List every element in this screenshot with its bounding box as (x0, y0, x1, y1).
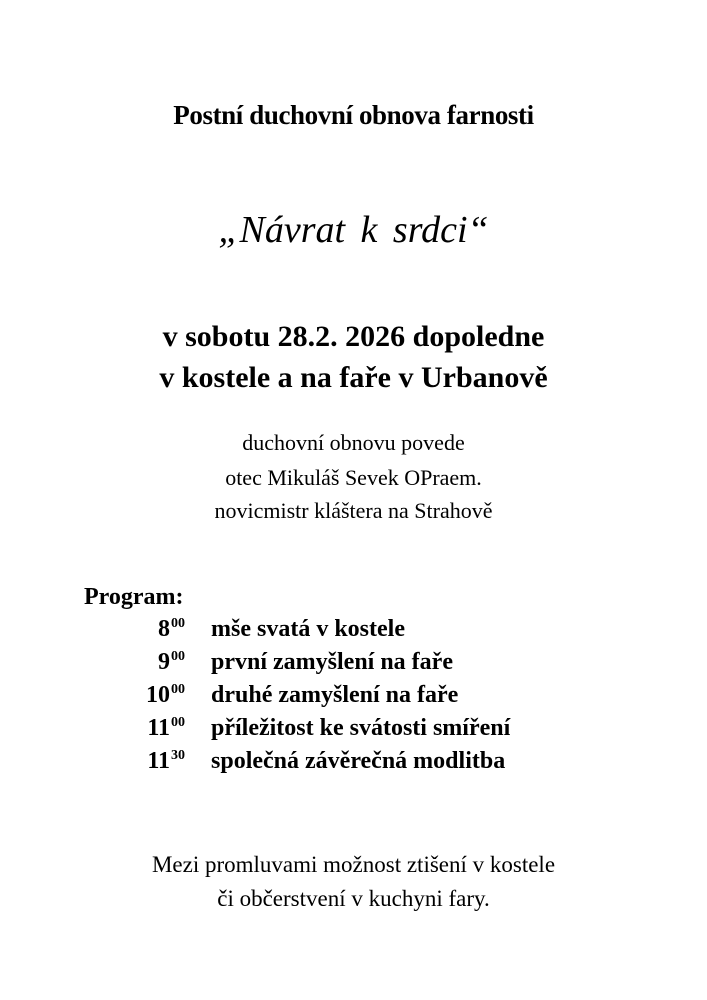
program-time: $11^{00}$ (147, 715, 185, 741)
program-time: $9^{00}$ (158, 649, 185, 675)
program-item (0, 682, 707, 715)
footer-note-line2: či občerstvení v kuchyni fary. (217, 886, 490, 911)
program-time: $11^{30}$ (147, 748, 185, 774)
program-activity: příležitost ke svátosti smíření (211, 715, 511, 741)
program-activity: mše svatá v kostele (211, 616, 405, 642)
program-activity: druhé zamyšlení na faře (211, 682, 459, 708)
program-activity: první zamyšlení na faře (211, 649, 453, 675)
program-time: $8^{00}$ (158, 616, 185, 642)
program-item (0, 748, 707, 781)
event-location-line: v kostele a na faře v Urbanově (159, 361, 548, 394)
document-title: Postní duchovní obnova farnosti (173, 100, 534, 130)
program-time: $10^{00}$ (146, 682, 185, 708)
leader-role: novicmistr kláštera na Strahově (214, 498, 493, 523)
program-item (0, 649, 707, 682)
program-item (0, 715, 707, 748)
leader-name: otec Mikuláš Sevek OPraem. (225, 465, 482, 490)
program-item (0, 616, 707, 649)
leader-intro: duchovní obnovu povede (242, 430, 465, 455)
program-label: Program: (84, 584, 184, 610)
document-subtitle: „Návrat k srdci“ (218, 209, 489, 251)
footer-note-line1: Mezi promluvami možnost ztišení v kostele (151, 852, 556, 877)
program-activity: společná závěrečná modlitba (211, 748, 506, 774)
event-date-line: v sobotu 28.2. 2026 dopoledne (162, 320, 545, 353)
